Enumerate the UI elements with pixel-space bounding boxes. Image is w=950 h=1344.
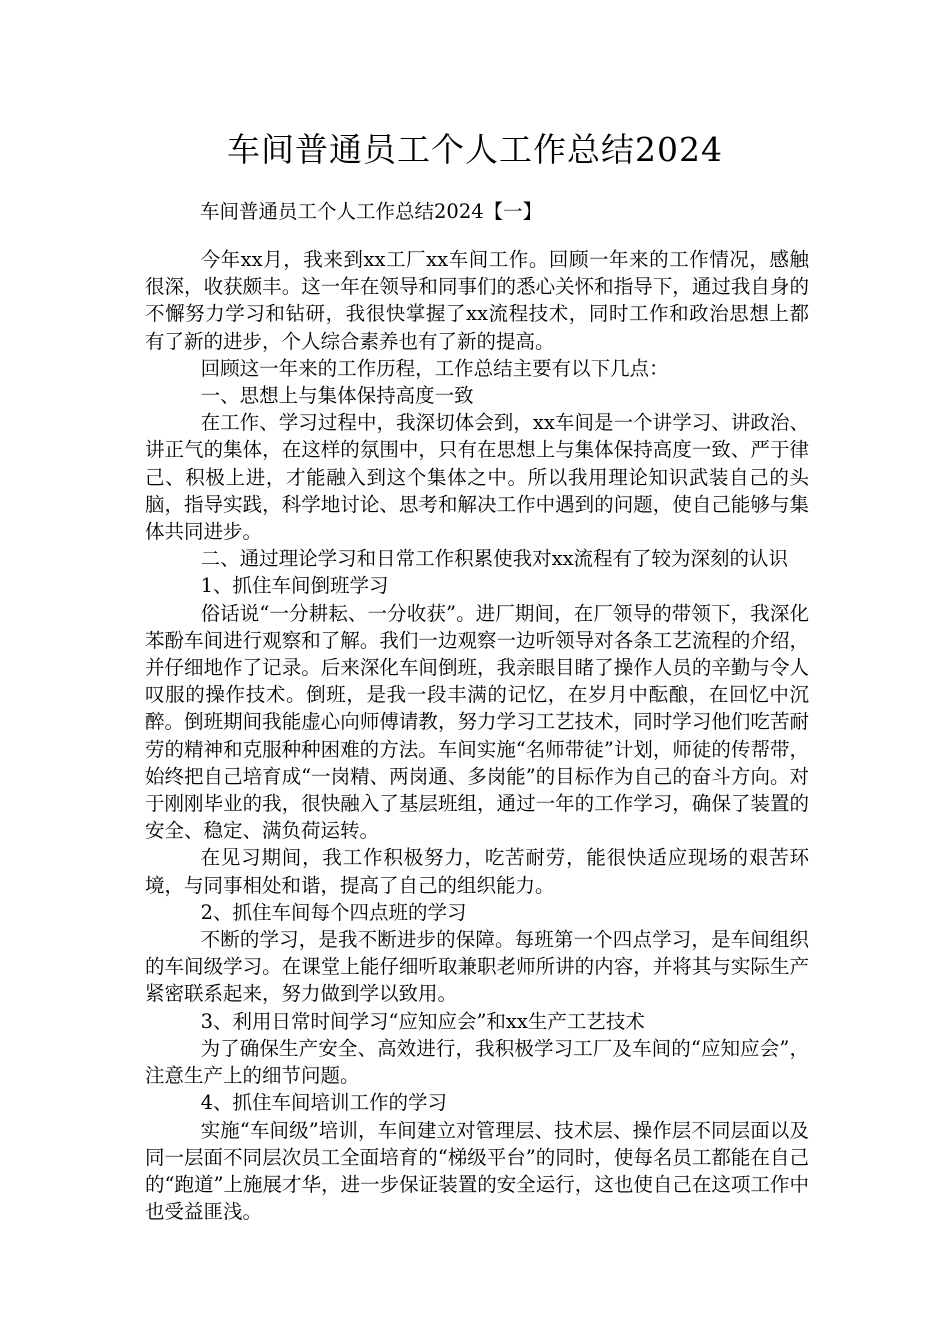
document-subtitle: 车间普通员工个人工作总结2024【一】 [200,200,543,223]
paragraph: 为了确保生产安全、高效进行，我积极学习工厂及车间的“应知应会”，注意生产上的细节问题。 [145,1036,809,1088]
subsection-heading: 1、抓住车间倒班学习 [200,574,389,598]
document-body [145,246,809,1225]
section-heading: 一、思想上与集体保持高度一致 [200,384,474,408]
paragraph: 实施“车间级”培训，车间建立对管理层、技术层、操作层不同层面以及同一层面不同层次员工全面培育的“梯级平台”的同时，使每名员工都能在自己的“跑道”上施展才华，进一步保证装置的安全运行，这也使自己在这项工作中也受益匪浅。 [145,1118,809,1224]
subsection-heading: 3、利用日常时间学习“应知应会”和xx生产工艺技术 [200,1009,645,1033]
subsection-heading: 4、抓住车间培训工作的学习 [200,1091,447,1115]
paragraph: 俗话说“一分耕耘、一分收获”。进厂期间，在厂领导的带领下，我深化苯酚车间进行观察和了解。我们一边观察一边听领导对各条工艺流程的介绍，并仔细地作了记录。后来深化车间倒班，我亲眼目睹了操作人员的辛勤与令人叹服的操作技术。倒班，是我一段丰满的记忆，在岁月中酝酿，在回忆中沉醉。倒班期间我能虚心向师傅请教，努力学习工艺技术，同时学习他们吃苦耐劳的精神和克服种种困难的方法。车间实施“名师带徒”计划，师徒的传帮带，始终把自己培育成“一岗精、两岗通、多岗能”的目标作为自己的奋斗方向。对于刚刚毕业的我，很快融入了基层班组，通过一年的工作学习，确保了装置的安全、稳定、满负荷运转。 [145,601,809,843]
paragraph: 不断的学习，是我不断进步的保障。每班第一个四点学习，是车间组织的车间级学习。在课堂上能仔细听取兼职老师所讲的内容，并将其与实际生产紧密联系起来，努力做到学以致用。 [145,928,809,1006]
paragraph: 在见习期间，我工作积极努力，吃苦耐劳，能很快适应现场的艰苦环境，与同事相处和谐，提高了自己的组织能力。 [145,846,809,897]
document-title: 车间普通员工个人工作总结2024 [227,130,723,169]
paragraph: 在工作、学习过程中，我深切体会到，xx车间是一个讲学习、讲政治、讲正气的集体，在这样的氛围中，只有在思想上与集体保持高度一致、严于律己、积极上进，才能融入到这个集体之中。所以我用理论知识武装自己的头脑，指导实践，科学地讨论、思考和解决工作中遇到的问题，使自己能够与集体共同进步。 [145,411,809,544]
subsection-heading: 2、抓住车间每个四点班的学习 [200,900,467,924]
paragraph: 今年xx月，我来到xx工厂xx车间工作。回顾一年来的工作情况，感触很深，收获颇丰。这一年在领导和同事们的悉心关怀和指导下，通过我自身的不懈努力学习和钻研，我很快掌握了xx流程技术，同时工作和政治思想上都有了新的进步，个人综合素养也有了新的提高。 [145,248,809,353]
paragraph: 回顾这一年来的工作历程，工作总结主要有以下几点： [200,356,669,380]
section-heading: 二、通过理论学习和日常工作积累使我对xx流程有了较为深刻的认识 [200,547,789,571]
